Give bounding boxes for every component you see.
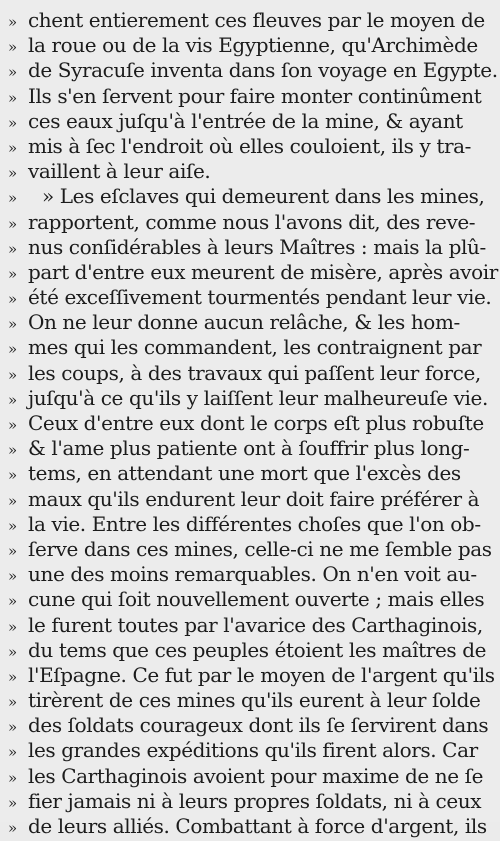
text-line — [8, 461, 494, 486]
line-text: ces eaux juſqu'à l'entrée de la mine, & ayant — [28, 108, 463, 133]
line-text: nus conſidérables à leurs Maîtres : mais la plû- — [28, 234, 486, 259]
text-line — [8, 663, 494, 688]
quote-mark: » — [8, 466, 17, 485]
body-text — [8, 8, 498, 839]
quote-mark: » — [8, 164, 17, 183]
text-line — [8, 512, 494, 537]
text-line — [8, 33, 494, 58]
line-text: vaillent à leur aiſe. — [28, 159, 211, 184]
text-line — [8, 285, 494, 310]
quote-mark: » — [8, 365, 17, 384]
text-line — [8, 259, 498, 285]
quote-mark: » — [8, 441, 17, 460]
text-line — [8, 235, 494, 260]
line-text: juſqu'à ce qu'ils y laiſſent leur malheureuſe vie. — [28, 385, 488, 410]
text-line — [8, 84, 494, 109]
line-text: part d'entre eux meurent de misère, après avoir — [28, 259, 498, 284]
quote-mark: » — [8, 718, 17, 737]
text-line — [8, 487, 494, 512]
line-text: rapportent, comme nous l'avons dit, des reve- — [28, 209, 476, 234]
line-text: mis à ſec l'endroit où elles couloient, ils y tra- — [28, 133, 472, 158]
text-line — [8, 814, 494, 839]
line-text: chent entierement ces fleuves par le moyen de — [28, 8, 485, 32]
quote-mark: » — [8, 340, 17, 359]
text-line — [8, 335, 494, 360]
line-text: On ne leur donne aucun relâche, & les hom- — [28, 310, 460, 335]
quote-mark: » — [8, 239, 17, 258]
line-text: les Carthaginois avoient pour maxime de ne ſe — [28, 763, 484, 788]
text-line — [8, 411, 494, 436]
text-line — [8, 789, 494, 814]
text-line — [8, 537, 494, 562]
quote-mark: » — [8, 88, 17, 107]
text-line — [8, 386, 494, 411]
text-line — [8, 361, 494, 386]
text-line — [8, 436, 494, 461]
line-text: » Les eſclaves qui demeurent dans les mines, — [42, 184, 485, 209]
quote-mark: » — [8, 113, 17, 132]
quote-mark: » — [8, 743, 17, 762]
line-text: du tems que ces peuples étoient les maîtres de — [28, 637, 487, 662]
line-text: cune qui ſoit nouvellement ouverte ; mais elles — [28, 587, 485, 612]
line-text: maux qu'ils endurent leur doit faire préférer à — [28, 486, 480, 511]
line-text: fier jamais ni à leurs propres ſoldats, ni à ceux — [28, 788, 482, 813]
line-text: l'Eſpagne. Ce fut par le moyen de l'argent qu'ils — [28, 662, 495, 687]
quote-mark: » — [8, 592, 17, 611]
quote-mark: » — [8, 617, 17, 636]
quote-mark: » — [8, 667, 17, 686]
text-line — [8, 109, 494, 134]
line-text: des ſoldats courageux dont ils ſe ſervirent dans — [28, 713, 489, 738]
text-line — [8, 134, 494, 159]
text-line — [8, 587, 494, 612]
quote-mark: » — [8, 416, 17, 434]
text-line — [8, 613, 494, 638]
line-text: tirèrent de ces mines qu'ils eurent à leur ſolde — [28, 688, 481, 713]
quote-mark: » — [8, 693, 17, 712]
text-line — [8, 562, 494, 587]
quote-mark: » — [8, 214, 17, 233]
quote-mark: » — [8, 290, 17, 309]
text-line — [8, 58, 498, 83]
line-text: de leurs alliés. Combattant à force d'argent, ils — [28, 814, 487, 838]
line-text: été exceſſivement tourmentés pendant leur vie. — [28, 285, 492, 310]
text-line — [8, 310, 494, 335]
quote-mark: » — [8, 38, 17, 57]
line-text: ſerve dans ces mines, celle-ci ne me ſemble pas — [28, 536, 492, 561]
line-text: les grandes expéditions qu'ils firent alors. Car — [28, 738, 478, 763]
line-text: le furent toutes par l'avarice des Carthaginois, — [28, 612, 483, 637]
text-line — [8, 738, 494, 763]
quote-mark: » — [8, 138, 17, 157]
quote-mark: » — [8, 315, 17, 334]
quote-mark: » — [8, 642, 17, 661]
text-line — [8, 713, 494, 738]
line-text: une des moins remarquables. On n'en voit au- — [28, 562, 477, 587]
quote-mark: » — [8, 13, 17, 31]
quote-mark: » — [8, 189, 17, 208]
quote-mark: » — [8, 768, 17, 787]
text-line — [8, 184, 494, 209]
quote-mark: » — [8, 491, 17, 510]
quote-mark: » — [8, 819, 17, 837]
text-line — [8, 688, 494, 713]
line-text: Ceux d'entre eux dont le corps eſt plus robuſte — [28, 411, 484, 435]
quote-mark: » — [8, 567, 17, 586]
text-line — [8, 764, 494, 789]
line-text: & l'ame plus patiente ont à ſouffrir plus long- — [28, 436, 470, 461]
quote-mark: » — [8, 541, 17, 560]
line-text: tems, en attendant une mort que l'excès des — [28, 461, 461, 486]
line-text: les coups, à des travaux qui paſſent leur force, — [28, 360, 481, 385]
quote-mark: » — [8, 63, 17, 82]
text-line — [8, 638, 494, 663]
text-line — [8, 8, 494, 33]
quote-mark: » — [8, 264, 17, 283]
quote-mark: » — [8, 516, 17, 535]
quote-mark: » — [8, 793, 17, 812]
line-text: Ils s'en ſervent pour faire monter continûment — [28, 83, 482, 108]
text-line — [8, 159, 494, 184]
line-text: de Syracuſe inventa dans ſon voyage en Egypte. — [28, 58, 498, 83]
text-line — [8, 210, 494, 235]
line-text: mes qui les commandent, les contraignent par — [28, 335, 482, 360]
line-text: la roue ou de la vis Egyptienne, qu'Archimède — [28, 33, 478, 58]
line-text: la vie. Entre les différentes choſes que l'on ob- — [28, 511, 481, 536]
quote-mark: » — [8, 390, 17, 409]
